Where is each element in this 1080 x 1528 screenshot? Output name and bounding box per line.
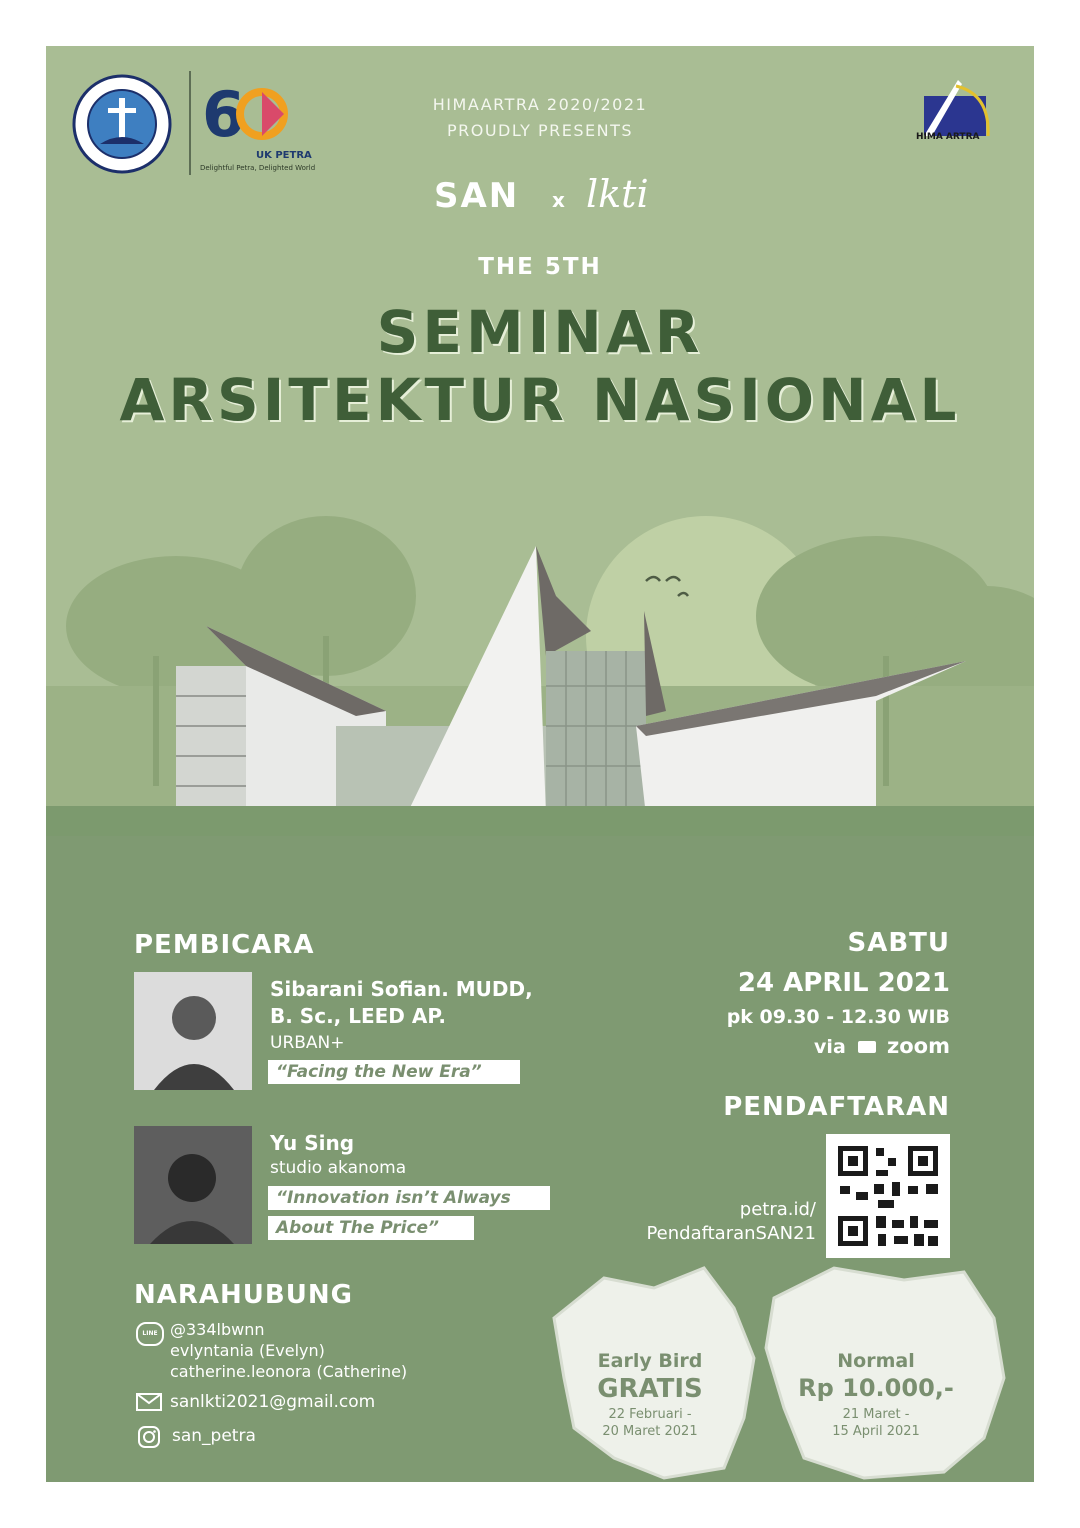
- contact-email[interactable]: sanlkti2021@gmail.com: [170, 1392, 376, 1412]
- speaker-1-name-line-2: B. Sc., LEED AP.: [270, 1004, 446, 1028]
- price-normal-range-start: 21 Maret -: [842, 1407, 910, 1422]
- contact-line-id: @334lbwnn: [170, 1320, 265, 1339]
- info-panel: [46, 836, 1034, 1482]
- registration-qr-code[interactable]: [826, 1134, 950, 1258]
- zoom-logo: zoom: [887, 1034, 950, 1058]
- zoom-camera-icon: [858, 1041, 876, 1053]
- speaker-2-name: Yu Sing: [270, 1131, 355, 1155]
- contact-person-2-name: (Catherine): [316, 1362, 408, 1381]
- title-seminar: SEMINAR: [376, 298, 704, 366]
- sixty-logo-tagline: Delightful Petra, Delighted World: [200, 164, 316, 172]
- sixty-anniversary-logo: [200, 76, 300, 151]
- hima-artra-text: HIMA ARTRA: [916, 132, 980, 142]
- speaker-1-name-line-1: Sibarani Sofian. MUDD,: [270, 977, 533, 1001]
- registration-heading: PENDAFTARAN: [723, 1092, 950, 1122]
- price-early-label: Early Bird: [597, 1350, 703, 1372]
- line-app-icon: LINE: [136, 1322, 164, 1346]
- sixty-logo-text: UK PETRA: [256, 150, 312, 161]
- presenter-line-2: PROUDLY PRESENTS: [446, 121, 634, 140]
- title-arsitektur-nasional: ARSITEKTUR NASIONAL: [119, 366, 961, 434]
- speakers-heading: PEMBICARA: [134, 930, 315, 960]
- email-icon: [136, 1393, 162, 1411]
- speaker-1-photo: [134, 972, 252, 1090]
- contact-person-2-id: catherine.leonora: [170, 1362, 312, 1381]
- event-platform: [626, 1034, 950, 1058]
- event-time: pk 09.30 - 12.30 WIB: [726, 1006, 950, 1028]
- contact-person-1: [170, 1340, 325, 1361]
- contact-heading: NARAHUBUNG: [134, 1280, 353, 1310]
- registration-link-line-1: petra.id/: [739, 1199, 816, 1220]
- price-normal-label: Normal: [837, 1350, 915, 1372]
- san-logo: SAN: [434, 176, 520, 216]
- registration-link-line-2: PendaftaranSAN21: [646, 1223, 816, 1244]
- registration-link[interactable]: [566, 1198, 816, 1246]
- speaker-1-org: URBAN+: [270, 1033, 345, 1053]
- contact-person-1-id: evlyntania: [170, 1341, 254, 1360]
- title-ordinal: THE 5TH: [478, 254, 602, 280]
- price-early-range-start: 22 Februari -: [608, 1407, 692, 1422]
- brand-x: x: [552, 188, 565, 212]
- presenter-line-1: HIMAARTRA 2020/2021: [432, 95, 648, 114]
- svg-text:6: 6: [202, 78, 246, 151]
- event-via: via: [814, 1036, 846, 1058]
- price-early-value: GRATIS: [597, 1374, 703, 1404]
- event-date: 24 APRIL 2021: [737, 968, 950, 998]
- contact-person-2: [170, 1361, 407, 1382]
- price-early-range-end: 20 Maret 2021: [602, 1424, 698, 1439]
- logo-divider: [189, 71, 191, 175]
- price-normal-range-end: 15 April 2021: [832, 1424, 920, 1439]
- event-day: SABTU: [847, 928, 950, 958]
- poster: [46, 46, 1034, 1482]
- building-illustration: [46, 486, 1034, 886]
- speaker-1-topic: “Facing the New Era”: [268, 1060, 520, 1084]
- speaker-2-photo: [134, 1126, 252, 1244]
- speaker-2-topic-line-2: About The Price”: [268, 1216, 474, 1240]
- speaker-2-org: studio akanoma: [270, 1158, 407, 1178]
- contact-person-1-name: (Evelyn): [258, 1341, 325, 1360]
- lkti-logo: lkti: [586, 172, 649, 216]
- ukp-university-logo: [72, 74, 172, 174]
- price-normal-value: Rp 10.000,-: [798, 1374, 954, 1402]
- speaker-2-topic-line-1: “Innovation isn’t Always: [268, 1186, 550, 1210]
- contact-instagram[interactable]: san_petra: [172, 1426, 256, 1446]
- instagram-icon: [138, 1426, 160, 1448]
